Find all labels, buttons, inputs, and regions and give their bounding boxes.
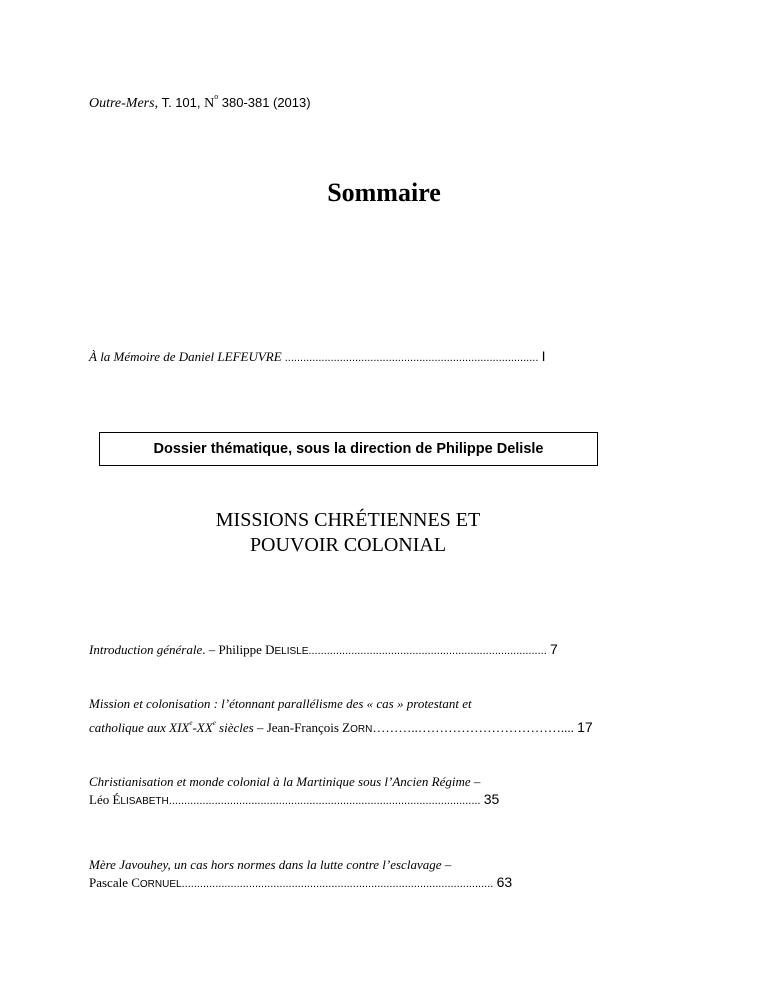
toc-entry-christianisation-line-2 — [89, 791, 499, 808]
toc-entry-introduction — [89, 641, 558, 658]
toc-entry-memorial — [89, 348, 546, 365]
toc-entry-mere-javouhey-line-1 — [89, 857, 451, 873]
toc-leader-dots: ...................................................................................................... — [168, 795, 481, 807]
toc-leader-dots: ...................................................................................................... — [181, 878, 494, 890]
toc-page-number: 7 — [550, 641, 558, 657]
toc-page-number: I — [541, 348, 546, 364]
toc-entry-mission-colonisation-line-2 — [89, 719, 593, 736]
toc-leader-dots: ................................................................................... — [281, 352, 539, 364]
section-title-line-1: MISSIONS CHRÉTIENNES ET — [215, 509, 481, 531]
toc-entry-author: Philippe DELISLE — [218, 642, 309, 657]
citation-separator: , — [154, 96, 162, 111]
toc-entry-separator: . – — [202, 642, 219, 657]
issue-number: 380-381 — [221, 95, 270, 110]
page-title: Sommaire — [327, 178, 441, 207]
issue-year: (2013) — [272, 95, 311, 110]
issue-number-label: N — [204, 96, 215, 111]
tome-number: 101 — [175, 95, 197, 110]
dossier-heading: Dossier thématique, sous la direction de Philippe Delisle — [153, 441, 544, 457]
tome-label: T. — [161, 95, 172, 110]
journal-name: Outre-Mers — [89, 96, 155, 111]
toc-entry-christianisation-line-1 — [89, 774, 480, 790]
toc-entry-title: Introduction générale — [89, 642, 203, 657]
toc-entry-title: Mère Javouhey, un cas hors normes dans la lutte contre l’esclavage – — [89, 857, 452, 872]
issue-number-superscript: o — [214, 92, 219, 101]
toc-leader-dots: ………..…………………………….... — [372, 720, 574, 735]
toc-entry-author: Pascale CORNUEL — [89, 875, 182, 890]
toc-page-number: 35 — [483, 791, 500, 807]
toc-page-number: 17 — [577, 719, 593, 735]
toc-entry-title: Christianisation et monde colonial à la Martinique sous l’Ancien Régime – — [89, 774, 481, 789]
journal-citation: Outre-Mers, T. 101, $N^o$ 380-381 (2013) — [89, 92, 311, 111]
toc-leader-dots: .............................................................................. — [308, 645, 547, 657]
section-title — [0, 508, 696, 558]
dossier-heading-box — [99, 432, 598, 466]
toc-entry-mere-javouhey-line-2 — [89, 874, 512, 891]
toc-entry-mission-colonisation-line-1 — [89, 696, 472, 712]
toc-page-number: 63 — [496, 874, 513, 890]
toc-entry-title: Mission et colonisation : l’étonnant parallélisme des « cas » protestant et — [89, 696, 472, 711]
toc-entry-title-continued: catholique aux XIXe-XXe siècles — [89, 719, 254, 735]
toc-entry-author: Léo ÉLISABETH — [89, 792, 169, 807]
toc-entry-author: Jean-François ZORN — [266, 720, 373, 735]
toc-entry-title: À la Mémoire de Daniel LEFEUVRE — [89, 349, 282, 364]
section-title-line-2: POUVOIR COLONIAL — [249, 534, 447, 556]
toc-entry-separator: – — [253, 720, 267, 735]
